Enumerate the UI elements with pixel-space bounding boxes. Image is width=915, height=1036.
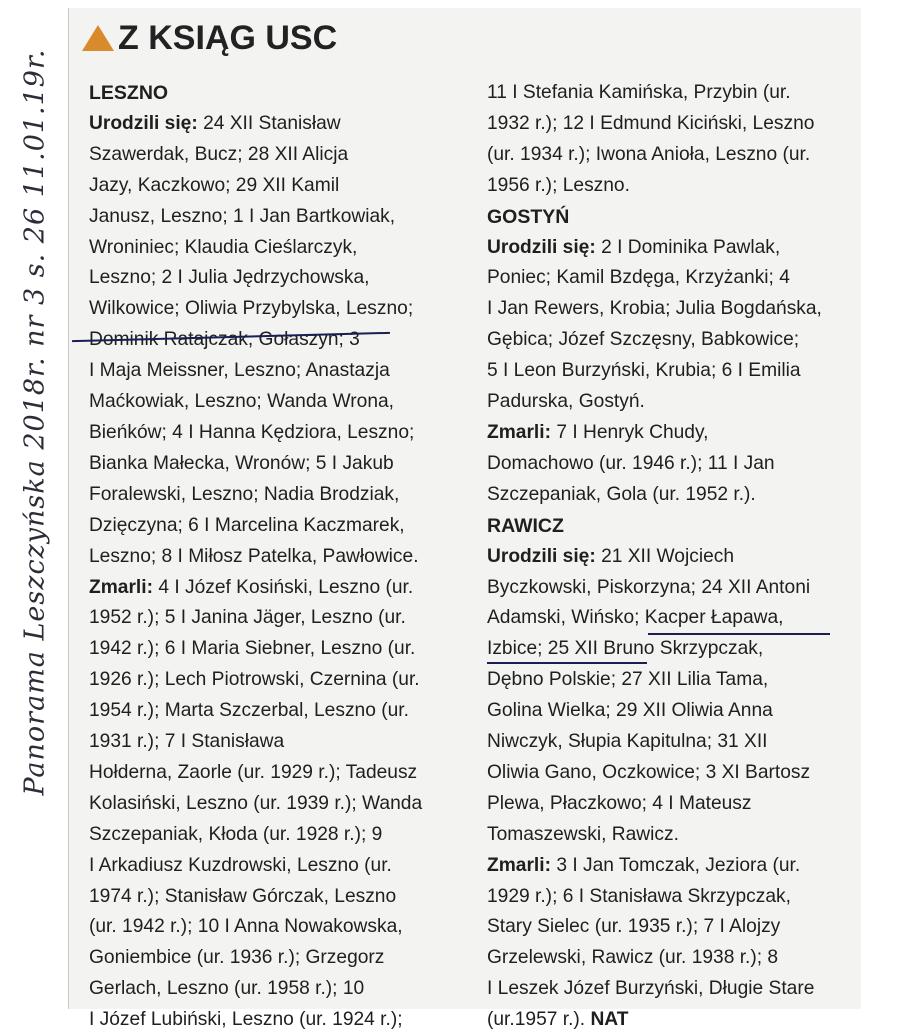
section-heading-rawicz: RAWICZ <box>487 511 861 542</box>
author-signature: NAT <box>590 1009 628 1030</box>
births-label: Urodzili się: <box>487 546 596 567</box>
births-label: Urodzili się: <box>487 237 596 258</box>
leszno-deaths <box>89 573 473 1036</box>
rawicz-deaths <box>487 851 861 1036</box>
births-text: 2 I Dominika Pawlak, Poniec; Kamil Bzdęga, Krzyżanki; 4 I Jan Rewers, Krobia; Julia Bogdańska, Gębica; Józef Szczęsny, Babkowice; 5 I Leon Burzyński, Krubia; 6 I Emilia Padurska, Gostyń. <box>487 237 822 413</box>
rawicz-births <box>487 542 861 851</box>
deaths-label: Zmarli: <box>487 855 551 876</box>
births-text: 21 XII Wojciech Byczkowski, Piskorzyna; 24 XII Antoni Adamski, Wińsko; Kacper Łapawa, Izbice; 25 XII Bruno Skrzypczak, Dębno Polskie; 27 XII Lilia Tama, Golina Wielka; 29 XII Oliwia Anna Niwczyk, Słupia Kapitulna; 31 XII Oliwia Gano, Oczkowice; 3 XI Bartosz Plewa, Płaczkowo; 4 I Mateusz Tomaszewski, Rawicz. <box>487 546 810 845</box>
section-heading-gostyn: GOSTYŃ <box>487 202 861 233</box>
gostyn-births <box>487 233 861 418</box>
deaths-text: 3 I Jan Tomczak, Jeziora (ur. 1929 r.); 6 I Stanisława Skrzypczak, Stary Sielec (ur. 1935 r.); 7 I Alojzy Grzelewski, Rawicz (ur. 1938 r.); 8 I Leszek Józef Burzyński, Długie Stare (ur.1957 r.). <box>487 855 814 1031</box>
triangle-icon <box>82 25 114 51</box>
births-label: Urodzili się: <box>89 113 198 134</box>
deaths-text: 4 I Józef Kosiński, Leszno (ur. 1952 r.); 5 I Janina Jäger, Leszno (ur. 1942 r.); 6 I Maria Siebner, Leszno (ur. 1926 r.); Lech Piotrowski, Czernina (ur. 1954 r.); Marta Szczerbal, Leszno (ur. 1931 r.); 7 I Stanisława Hołderna, Zaorle (ur. 1929 r.); Tadeusz Kolasiński, Leszno (ur. 1939 r.); Wanda Szczepaniak, Kłoda (ur. 1928 r.); 9 I Arkadiusz Kuzdrowski, Leszno (ur. 1974 r.); Stanisław Górczak, Leszno (ur. 1942 r.); 10 I Anna Nowakowska, Goniembice (ur. 1936 r.); Grzegorz Gerlach, Leszno (ur. 1958 r.); 10 I Józef Lubiński, Leszno (ur. 1924 r.); <box>89 577 422 1031</box>
pen-underline-right-2 <box>487 662 647 664</box>
deaths-label: Zmarli: <box>487 422 551 443</box>
left-column <box>89 78 473 1036</box>
right-column <box>487 78 861 1036</box>
gostyn-deaths <box>487 418 861 511</box>
clipping-title: Z KSIĄG USC <box>118 19 337 58</box>
handwritten-margin-note <box>6 42 64 802</box>
margin-note-text: Panorama Leszczyńska 2018r. nr 3 s. 26 11.01.19r. <box>20 48 51 795</box>
leszno-births <box>89 109 473 573</box>
leszno-deaths-continued: 11 I Stefania Kamińska, Przybin (ur. 1932 r.); 12 I Edmund Kiciński, Leszno (ur. 1934 r.); Iwona Anioła, Leszno (ur. 1956 r.); Leszno. <box>487 78 861 202</box>
deaths-label: Zmarli: <box>89 577 153 598</box>
section-heading-leszno: LESZNO <box>89 78 473 109</box>
clipping-header <box>82 18 337 58</box>
pen-underline-right-1 <box>648 633 830 635</box>
births-text: 24 XII Stanisław Szawerdak, Bucz; 28 XII Alicja Jazy, Kaczkowo; 29 XII Kamil Janusz, Leszno; 1 I Jan Bartkowiak, Wroniniec; Klaudia Cieślarczyk, Leszno; 2 I Julia Jędrzychowska, Wilkowice; Oliwia Przybylska, Leszno; Dominik Ratajczak, Gołaszyn; 3 I Maja Meissner, Leszno; Anastazja Maćkowiak, Leszno; Wanda Wrona, Bieńków; 4 I Hanna Kędziora, Leszno; Bianka Małecka, Wronów; 5 I Jakub Foralewski, Leszno; Nadia Brodziak, Dzięczyna; 6 I Marcelina Kaczmarek, Leszno; 8 I Miłosz Patelka, Pawłowice. <box>89 113 419 567</box>
deaths-text: 7 I Henryk Chudy, Domachowo (ur. 1946 r.); 11 I Jan Szczepaniak, Gola (ur. 1952 r.). <box>487 422 775 505</box>
